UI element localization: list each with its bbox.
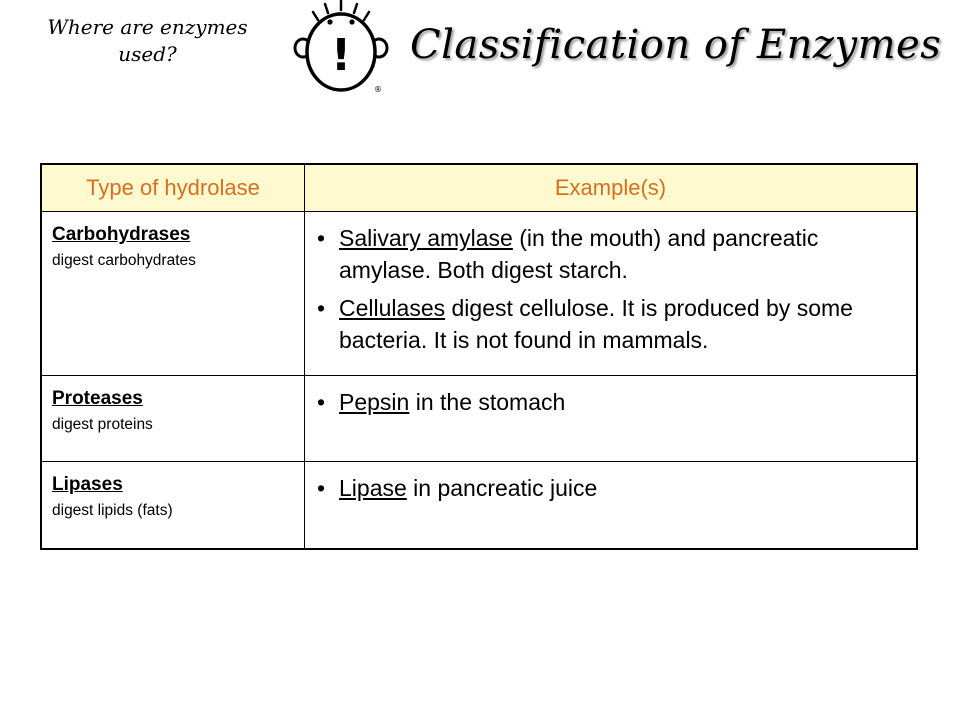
example-term: Pepsin	[339, 389, 410, 415]
type-name: Lipases	[52, 474, 123, 495]
bullet-icon: •	[317, 389, 326, 415]
type-description: digest carbohydrates	[52, 252, 196, 269]
type-description: digest proteins	[52, 416, 153, 433]
hydrolase-table	[40, 163, 918, 550]
column-header-type: Type of hydrolase	[41, 164, 305, 212]
topic-heading: Where are enzymes used?	[47, 15, 248, 66]
type-cell	[41, 462, 305, 549]
example-item	[317, 222, 906, 286]
example-term: Cellulases	[339, 295, 446, 321]
table-row	[41, 462, 917, 549]
examples-cell	[305, 462, 918, 549]
examples-cell	[305, 212, 918, 376]
table-row	[41, 212, 917, 376]
example-term: Lipase	[339, 475, 407, 501]
examples-cell	[305, 376, 918, 462]
page-title: Classification of Enzymes	[410, 22, 942, 68]
table-header-row	[41, 164, 917, 212]
svg-text:®: ®	[374, 85, 382, 94]
column-header-examples: Example(s)	[305, 164, 918, 212]
bullet-icon: •	[317, 295, 326, 321]
type-name: Proteases	[52, 388, 143, 409]
exclamation-face-logo	[288, 0, 398, 100]
example-item	[317, 386, 906, 418]
example-item	[317, 292, 906, 356]
type-cell	[41, 376, 305, 462]
bullet-icon: •	[317, 225, 326, 251]
example-term: Salivary amylase	[339, 225, 513, 251]
type-description: digest lipids (fats)	[52, 502, 173, 519]
example-item	[317, 472, 906, 504]
example-text: digest cellulose. It is produced by some bacteria. It is not found in mammals.	[339, 295, 853, 353]
example-text: in the stomach	[409, 389, 566, 415]
example-text: in pancreatic juice	[406, 475, 598, 501]
example-text: (in the mouth) and pancreatic amylase. Both digest starch.	[339, 225, 819, 283]
bullet-icon: •	[317, 475, 326, 501]
logo-exclamation: !	[330, 30, 352, 81]
type-cell	[41, 212, 305, 376]
table-row	[41, 376, 917, 462]
type-name: Carbohydrases	[52, 224, 191, 245]
